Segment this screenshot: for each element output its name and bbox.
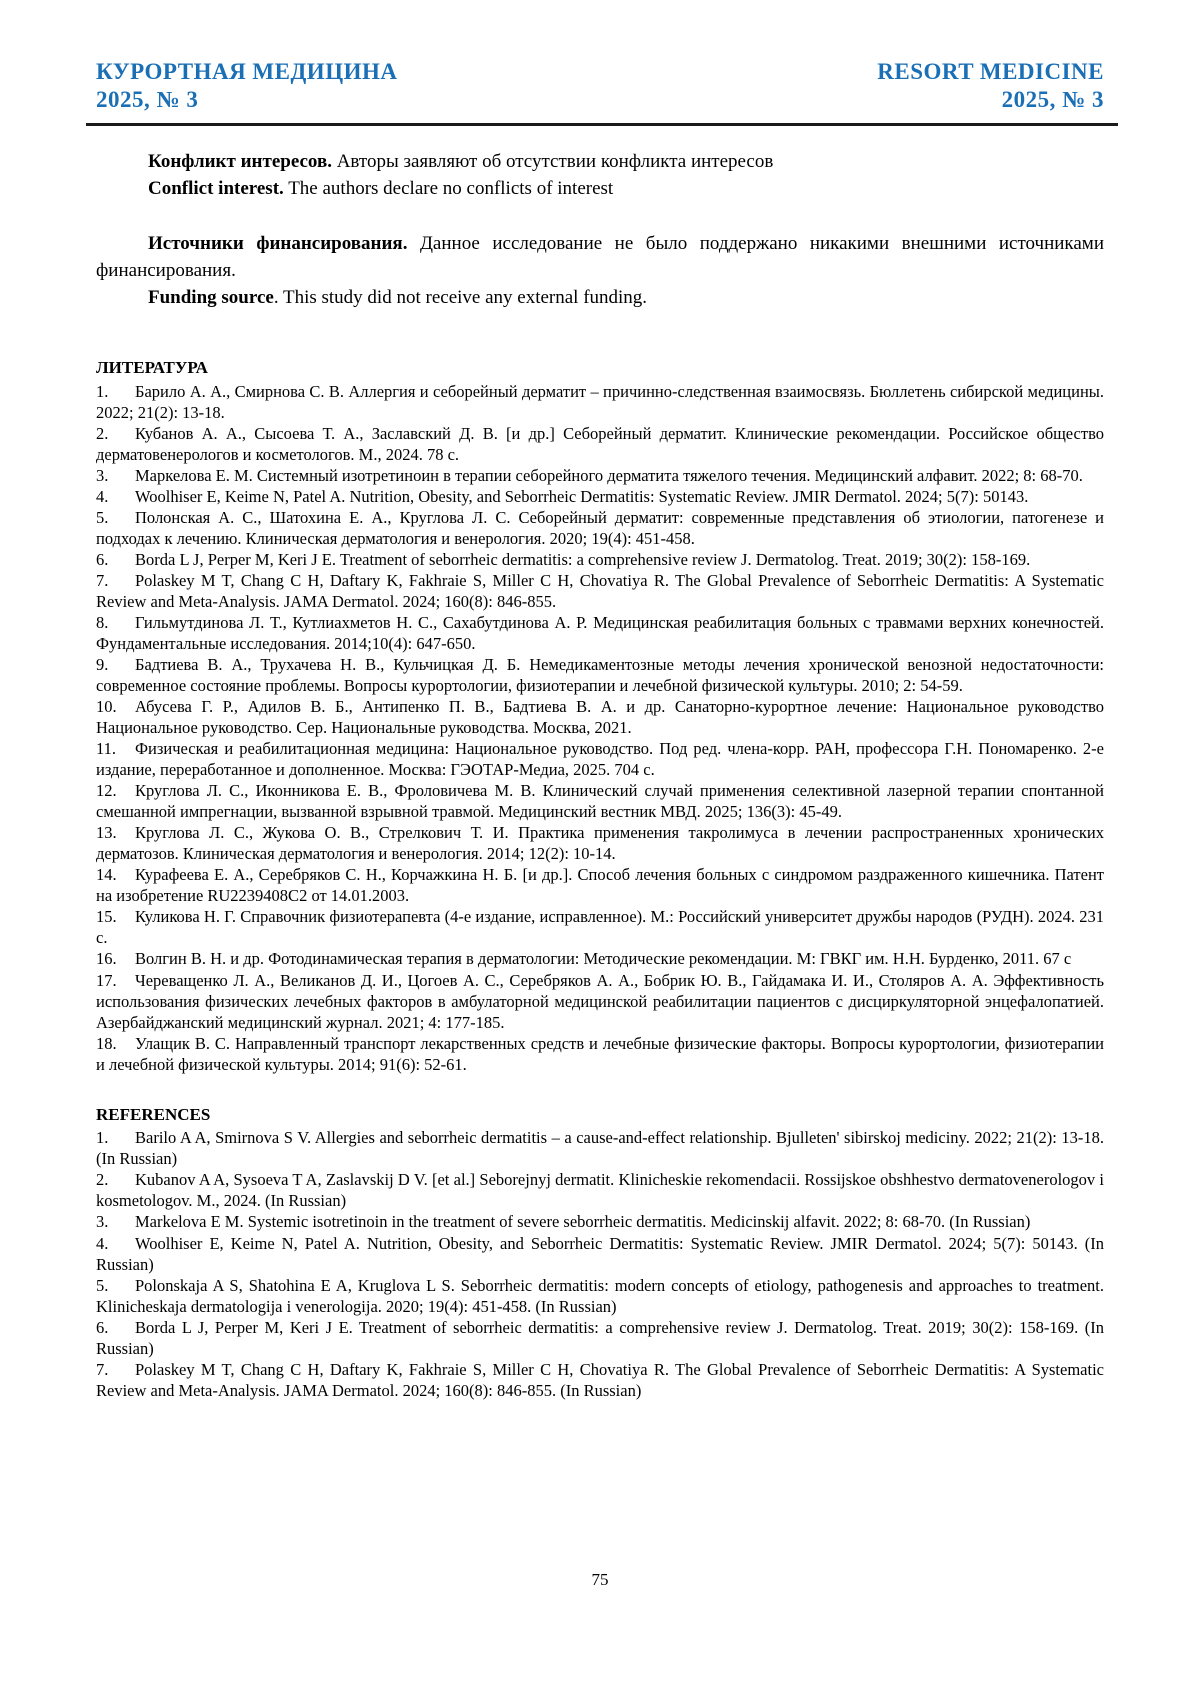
journal-title-ru: КУРОРТНАЯ МЕДИЦИНА bbox=[96, 59, 398, 84]
reference-text: Бадтиева В. А., Трухачева Н. В., Кульчицкая Д. Б. Немедикаментозные методы лечения хронической венозной недостаточности: современное состояние проблемы. Вопросы курортологии, физиотерапии и лечебной физической культуры. 2010; 2: 54-59. bbox=[96, 655, 1104, 696]
reference-text: Круглова Л. С., Жукова О. В., Стрелкович Т. И. Практика применения такролимуса в лечении распространенных хронических дерматозов. Клиническая дерматология и венерология. 2014; 12(2): 10-14. bbox=[96, 823, 1104, 864]
reference-text: Kubanov A A, Sysoeva T A, Zaslavskij D V. [et al.] Seborejnyj dermatit. Klinicheskie rekomendacii. Rossijskoe obshhestvo dermatovenerologov i kosmetologov. M., 2024. (In Russian) bbox=[96, 1170, 1104, 1211]
literature-item bbox=[96, 696, 1104, 738]
reference-number: 4. bbox=[96, 1233, 109, 1253]
conflict-label-en: Conflict interest. bbox=[148, 178, 284, 200]
reference-number: 14. bbox=[96, 865, 117, 885]
reference-number: 2. bbox=[96, 1170, 109, 1190]
reference-number: 11. bbox=[96, 739, 117, 759]
conflict-label-ru: Конфликт интересов. bbox=[148, 151, 332, 173]
funding-label-ru: Источники финансирования. bbox=[148, 232, 408, 254]
literature-item bbox=[96, 381, 1104, 423]
reference-number: 5. bbox=[96, 1275, 109, 1295]
reference-text: Markelova E M. Systemic isotretinoin in the treatment of severe seborrheic dermatitis. Medicinskij alfavit. 2022; 8: 68-70. (In Russian) bbox=[135, 1212, 1031, 1232]
funding-statement-en bbox=[96, 284, 1104, 311]
literature-item bbox=[96, 612, 1104, 654]
reference-number: 3. bbox=[96, 465, 109, 485]
literature-item bbox=[96, 1033, 1104, 1075]
journal-title-en: RESORT MEDICINE bbox=[877, 59, 1104, 84]
conflict-text-en: The authors declare no conflicts of interest bbox=[283, 178, 614, 200]
issue-number-left: 2025, № 3 bbox=[96, 86, 199, 112]
reference-number: 12. bbox=[96, 781, 117, 801]
reference-item bbox=[96, 1127, 1104, 1169]
reference-number: 3. bbox=[96, 1212, 109, 1232]
reference-text: Borda L J, Perper M, Keri J E. Treatment of seborrheic dermatitis: a comprehensive review J. Dermatolog. Treat. 2019; 30(2): 158-169. bbox=[135, 549, 1031, 569]
reference-text: Физическая и реабилитационная медицина: Национальное руководство. Под ред. члена-корр. РАН, профессора Г.Н. Пономаренко. 2-е издание, переработанное и дополненное. Москва: ГЭОТАР-Медиа, 2025. 704 с. bbox=[96, 739, 1104, 780]
statements-section bbox=[96, 148, 1104, 311]
literature-item bbox=[96, 570, 1104, 612]
reference-item bbox=[96, 1169, 1104, 1211]
literature-section bbox=[96, 357, 1104, 1075]
reference-text: Polaskey M T, Chang C H, Daftary K, Fakhraie S, Miller C H, Chovatiya R. The Global Prevalence of Seborrheic Dermatitis: A Systematic Review and Meta-Analysis. JAMA Dermatol. 2024; 160(8): 846-855. (In Russian) bbox=[96, 1359, 1104, 1400]
reference-number: 6. bbox=[96, 549, 109, 569]
reference-number: 8. bbox=[96, 612, 109, 632]
reference-text: Полонская А. С., Шатохина Е. А., Круглова Л. С. Себорейный дерматит: современные представления об этиологии, патогенезе и подходах к лечению. Клиническая дерматология и венерология. 2020; 19(4): 451-458. bbox=[96, 507, 1104, 548]
reference-text: Абусева Г. Р., Адилов В. Б., Антипенко П. В., Бадтиева В. А. и др. Санаторно-курортное лечение: Национальное руководство Национальное руководство. Сер. Национальные руководства. Москва, 2021. bbox=[96, 697, 1104, 738]
conflict-statement-en bbox=[96, 175, 1104, 202]
funding-label-en: Funding source bbox=[148, 286, 274, 308]
page-header bbox=[96, 58, 1104, 126]
funding-text-ru: Данное исследование не было поддержано никакими внешними источниками финансирования. bbox=[96, 232, 1104, 281]
reference-number: 13. bbox=[96, 823, 117, 843]
conflict-text-ru: Авторы заявляют об отсутствии конфликта интересов bbox=[331, 151, 774, 173]
reference-number: 7. bbox=[96, 570, 109, 590]
literature-item bbox=[96, 780, 1104, 822]
journal-titles-row bbox=[96, 58, 1104, 86]
reference-item bbox=[96, 1211, 1104, 1232]
literature-item bbox=[96, 507, 1104, 549]
references-heading: REFERENCES bbox=[96, 1104, 211, 1124]
references-list bbox=[96, 1127, 1104, 1400]
reference-text: Маркелова Е. М. Системный изотретиноин в терапии себорейного дерматита тяжелого течения. Медицинский алфавит. 2022; 8: 68-70. bbox=[135, 465, 1083, 485]
reference-number: 16. bbox=[96, 949, 117, 969]
literature-item bbox=[96, 822, 1104, 864]
reference-number: 6. bbox=[96, 1317, 109, 1337]
literature-item bbox=[96, 423, 1104, 465]
reference-item bbox=[96, 1233, 1104, 1275]
page-number: 75 bbox=[591, 1570, 609, 1589]
references-section bbox=[96, 1104, 1104, 1401]
reference-number: 18. bbox=[96, 1033, 117, 1053]
reference-number: 1. bbox=[96, 1128, 109, 1148]
reference-text: Улащик В. С. Направленный транспорт лекарственных средств и лечебные физические факторы. Вопросы курортологии, физиотерапии и лечебной физической культуры. 2014; 91(6): 52-61. bbox=[96, 1033, 1104, 1074]
reference-number: 17. bbox=[96, 970, 117, 990]
literature-list bbox=[96, 381, 1104, 1075]
reference-number: 5. bbox=[96, 507, 109, 527]
literature-item bbox=[96, 948, 1104, 969]
literature-item bbox=[96, 486, 1104, 507]
header-divider bbox=[86, 123, 1118, 126]
reference-text: Череващенко Л. А., Великанов Д. И., Цогоев А. С., Серебряков А. А., Бобрик Ю. В., Гайдамака И. И., Столяров А. А. Эффективность использования физических лечебных факторов в амбулаторной медицинской реабилитации пациентов с дисциркуляторной энцефалопатией. Азербайджанский медицинский журнал. 2021; 4: 177-185. bbox=[96, 970, 1104, 1032]
reference-text: Barilo A A, Smirnova S V. Allergies and seborrheic dermatitis – a cause-and-effect relationship. Bjulleten' sibirskoj mediciny. 2022; 21(2): 13-18. (In Russian) bbox=[96, 1128, 1104, 1169]
literature-item bbox=[96, 549, 1104, 570]
reference-number: 15. bbox=[96, 907, 117, 927]
reference-text: Гильмутдинова Л. Т., Кутлиахметов Н. С., Сахабутдинова А. Р. Медицинская реабилитация больных с травмами верхних конечностей. Фундаментальные исследования. 2014;10(4): 647-650. bbox=[96, 612, 1104, 654]
reference-text: Polonskaja A S, Shatohina E A, Kruglova L S. Seborrheic dermatitis: modern concepts of etiology, pathogenesis and approaches to treatment. Klinicheskaja dermatologija i venerologija. 2020; 19(4): 451-458. (In Russian) bbox=[96, 1275, 1104, 1316]
reference-number: 7. bbox=[96, 1359, 109, 1379]
reference-text: Круглова Л. С., Иконникова Е. В., Фроловичева М. В. Клинический случай применения селективной лазерной терапии спонтанной смешанной импрегнации, вызванной взрывной травмой. Медицинский вестник МВД. 2025; 136(3): 45-49. bbox=[96, 781, 1104, 822]
reference-text: Кубанов А. А., Сысоева Т. А., Заславский Д. В. [и др.] Себорейный дерматит. Клинические рекомендации. Российское общество дерматовенерологов и косметологов. М., 2024. 78 с. bbox=[96, 423, 1104, 464]
literature-heading: ЛИТЕРАТУРА bbox=[96, 357, 208, 377]
reference-number: 10. bbox=[96, 697, 117, 717]
reference-text: Borda L J, Perper M, Keri J E. Treatment of seborrheic dermatitis: a comprehensive review J. Dermatolog. Treat. 2019; 30(2): 158-169. (In Russian) bbox=[96, 1317, 1104, 1358]
conflict-statement-ru bbox=[96, 148, 1104, 175]
reference-text: Барило А. А., Смирнова С. В. Аллергия и себорейный дерматит – причинно-следственная взаимосвязь. Бюллетень сибирской медицины. 2022; 21(2): 13-18. bbox=[96, 381, 1104, 422]
reference-number: 9. bbox=[96, 655, 109, 675]
funding-statement-ru bbox=[96, 230, 1104, 284]
reference-number: 1. bbox=[96, 381, 109, 401]
reference-text: Woolhiser E, Keime N, Patel A. Nutrition, Obesity, and Seborrheic Dermatitis: Systematic Review. JMIR Dermatol. 2024; 5(7): 50143. bbox=[135, 486, 1029, 506]
reference-item bbox=[96, 1359, 1104, 1401]
literature-item bbox=[96, 906, 1104, 948]
reference-item bbox=[96, 1317, 1104, 1359]
literature-item bbox=[96, 654, 1104, 696]
reference-text: Куликова Н. Г. Справочник физиотерапевта (4-е издание, исправленное). М.: Российский университет дружбы народов (РУДН). 2024. 231 с. bbox=[96, 907, 1104, 948]
literature-item bbox=[96, 864, 1104, 906]
literature-item bbox=[96, 970, 1104, 1033]
reference-text: Волгин В. Н. и др. Фотодинамическая терапия в дерматологии: Методические рекомендации. М: ГВКГ им. Н.Н. Бурденко, 2011. 67 с bbox=[135, 949, 1072, 969]
reference-number: 4. bbox=[96, 486, 109, 506]
reference-text: Polaskey M T, Chang C H, Daftary K, Fakhraie S, Miller C H, Chovatiya R. The Global Prevalence of Seborrheic Dermatitis: A Systematic Review and Meta-Analysis. JAMA Dermatol. 2024; 160(8): 846-855. bbox=[96, 570, 1104, 611]
issue-row bbox=[96, 86, 1104, 114]
reference-item bbox=[96, 1275, 1104, 1317]
literature-item bbox=[96, 465, 1104, 486]
reference-text: Курафеева Е. А., Серебряков С. Н., Корчажкина Н. Б. [и др.]. Способ лечения больных с синдромом раздраженного кишечника. Патент на изобретение RU2239408C2 от 14.01.2003. bbox=[96, 865, 1104, 906]
issue-number-right: 2025, № 3 bbox=[1001, 86, 1104, 112]
funding-text-en: . This study did not receive any external funding. bbox=[273, 286, 648, 308]
reference-text: Woolhiser E, Keime N, Patel A. Nutrition, Obesity, and Seborrheic Dermatitis: Systematic Review. JMIR Dermatol. 2024; 5(7): 50143. (In Russian) bbox=[96, 1233, 1104, 1274]
reference-number: 2. bbox=[96, 423, 109, 443]
page-footer bbox=[0, 1570, 1200, 1590]
literature-item bbox=[96, 738, 1104, 780]
